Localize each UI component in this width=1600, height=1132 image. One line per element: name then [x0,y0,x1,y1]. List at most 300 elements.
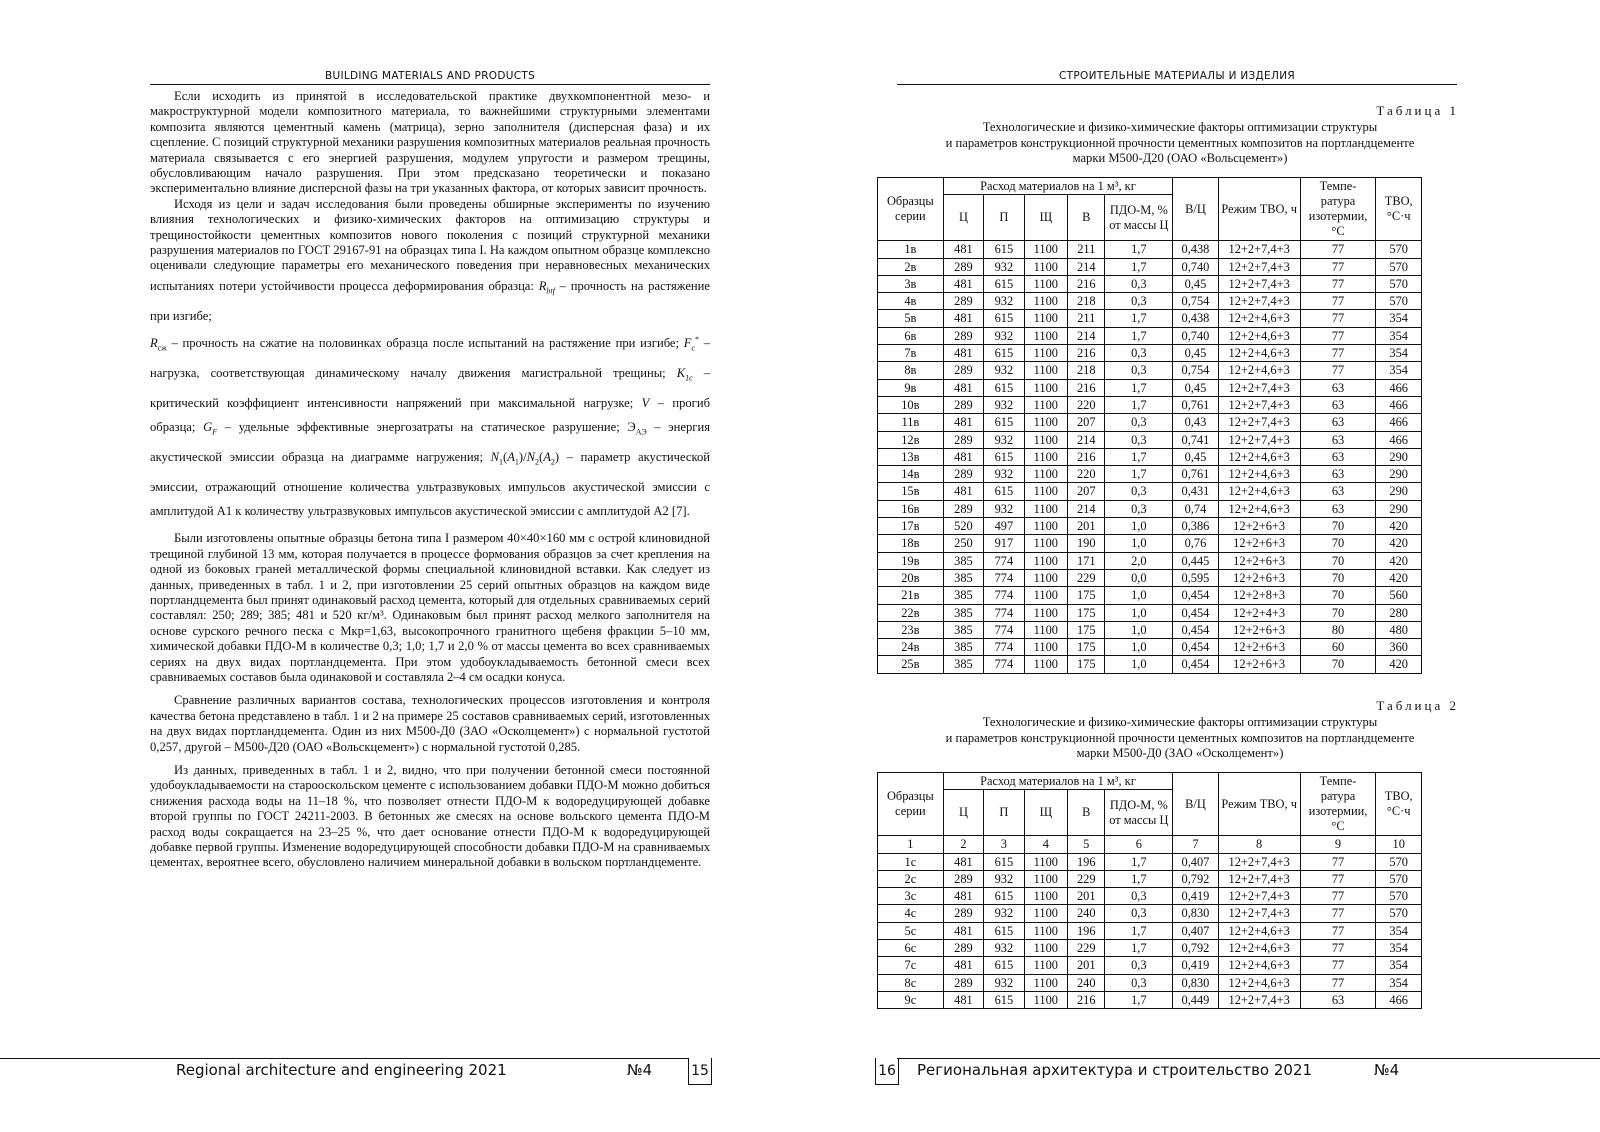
col-vc: В/Ц [1173,773,1219,836]
table-cell: 220 [1068,396,1105,413]
table-cell: 481 [943,310,983,327]
table-cell: 0,3 [1105,957,1173,974]
table-cell: 70 [1300,535,1376,552]
table-cell: 12+2+7,4+3 [1218,853,1300,870]
table-cell: 385 [943,587,983,604]
table-cell: 0,3 [1105,362,1173,379]
table-cell: 1100 [1024,345,1067,362]
table-cell: 932 [984,431,1024,448]
table-cell: 77 [1300,870,1376,887]
col-mode: Режим ТВО, ч [1218,178,1300,241]
table-cell: 0,419 [1173,957,1219,974]
table-cell: 1,0 [1105,621,1173,638]
table-row [878,587,1422,604]
table-cell: 289 [943,974,983,991]
table-cell: 774 [984,639,1024,656]
table-cell: 2в [878,258,944,275]
table-cell: 214 [1068,327,1105,344]
column-number: 9 [1300,836,1376,853]
title-line: марки М500-Д20 (ОАО «Вольсцемент») [1072,151,1288,165]
symbol-text: – прочность на растяжение при изгибе; [150,278,710,323]
table-cell: 0,438 [1173,241,1219,258]
table-cell: 22в [878,604,944,621]
title-line: и параметров конструкционной прочности цементных композитов на портландцементе [945,730,1415,745]
table-cell: 1,7 [1105,853,1173,870]
table-cell: 0,830 [1173,905,1219,922]
title-line: марки М500-Д0 (ЗАО «Осколцемент») [1076,746,1284,760]
table-cell: 12+2+7,4+3 [1218,293,1300,310]
table-cell: 1100 [1024,870,1067,887]
table-cell: 60 [1300,639,1376,656]
table-cell: 9с [878,991,944,1008]
table-cell: 570 [1376,275,1422,292]
col-pdo: ПДО-М, % от массы Ц [1105,790,1173,836]
table-cell: 20в [878,569,944,586]
table-cell: 385 [943,621,983,638]
table-cell: 0,407 [1173,853,1219,870]
table-cell: 385 [943,604,983,621]
table-cell: 0,45 [1173,345,1219,362]
table-cell: 77 [1300,241,1376,258]
table-cell: 1100 [1024,991,1067,1008]
table-cell: 70 [1300,569,1376,586]
table-cell: 354 [1376,362,1422,379]
table-cell: 0,45 [1173,275,1219,292]
table-cell: 1,7 [1105,310,1173,327]
table2-label: Таблица 2 [1376,698,1459,713]
symbol-sub: АЭ [635,427,647,437]
table-cell: 77 [1300,293,1376,310]
table-cell: 932 [984,940,1024,957]
table-cell: 420 [1376,552,1422,569]
column-number: 3 [984,836,1024,853]
table-cell: 1,7 [1105,466,1173,483]
table-cell: 481 [943,922,983,939]
table-cell: 289 [943,940,983,957]
table-cell: 289 [943,431,983,448]
table-cell: 497 [984,518,1024,535]
table-cell: 218 [1068,293,1105,310]
table-cell: 201 [1068,957,1105,974]
table-row [878,552,1422,569]
table-cell: 1,0 [1105,587,1173,604]
table-cell: 220 [1068,466,1105,483]
table-cell: 0,740 [1173,327,1219,344]
table-cell: 466 [1376,379,1422,396]
table-cell: 0,431 [1173,483,1219,500]
table-cell: 1100 [1024,414,1067,431]
table-cell: 7в [878,345,944,362]
table-cell: 12+2+7,4+3 [1218,241,1300,258]
table-cell: 12+2+6+3 [1218,535,1300,552]
table-cell: 615 [984,414,1024,431]
table-cell: 190 [1068,535,1105,552]
table-cell: 250 [943,535,983,552]
table-row [878,621,1422,638]
table-cell: 1,0 [1105,518,1173,535]
table-cell: 171 [1068,552,1105,569]
table-row [878,569,1422,586]
table-cell: 12+2+4,6+3 [1218,310,1300,327]
running-head: СТРОИТЕЛЬНЫЕ МАТЕРИАЛЫ И ИЗДЕЛИЯ [1059,70,1295,82]
table-cell: 1100 [1024,957,1067,974]
table-cell: 12+2+7,4+3 [1218,258,1300,275]
table-row [878,535,1422,552]
table-cell: 240 [1068,974,1105,991]
table-cell: 615 [984,922,1024,939]
table-cell: 12+2+4,6+3 [1218,483,1300,500]
table-cell: 12+2+6+3 [1218,656,1300,673]
table-cell: 77 [1300,905,1376,922]
table-cell: 218 [1068,362,1105,379]
table-cell: 290 [1376,483,1422,500]
table-cell: 63 [1300,500,1376,517]
col-v: В [1068,195,1105,241]
symbol-text: – критический коэффициент интенсивности напряжений при максимальной нагрузке; [150,365,711,410]
table-cell: 774 [984,604,1024,621]
table-cell: 17в [878,518,944,535]
table-cell: 1100 [1024,379,1067,396]
table-cell: 1100 [1024,569,1067,586]
table-cell: 1,7 [1105,258,1173,275]
table-row [878,604,1422,621]
table-cell: 0,43 [1173,414,1219,431]
table-row [878,362,1422,379]
table-cell: 12+2+6+3 [1218,639,1300,656]
table-cell: 4в [878,293,944,310]
table-cell: 24в [878,639,944,656]
col-p: П [984,195,1024,241]
table-cell: 615 [984,345,1024,362]
table-cell: 0,3 [1105,431,1173,448]
table-cell: 1100 [1024,327,1067,344]
table-cell: 12+2+4,6+3 [1218,974,1300,991]
table-cell: 354 [1376,974,1422,991]
table-cell: 1,0 [1105,535,1173,552]
table-cell: 570 [1376,241,1422,258]
table-cell: 774 [984,569,1024,586]
table-cell: 774 [984,587,1024,604]
table-cell: 12+2+7,4+3 [1218,870,1300,887]
table-cell: 1100 [1024,905,1067,922]
table-cell: 211 [1068,241,1105,258]
table-cell: 1100 [1024,974,1067,991]
table-cell: 354 [1376,940,1422,957]
table-cell: 1100 [1024,241,1067,258]
table-cell: 77 [1300,345,1376,362]
table-cell: 12+2+7,4+3 [1218,396,1300,413]
table-cell: 385 [943,569,983,586]
table-cell: 0,3 [1105,483,1173,500]
table-cell: 481 [943,345,983,362]
title-line: Технологические и физико-химические факторы оптимизации структуры [982,120,1378,134]
table-cell: 8с [878,974,944,991]
footer-rule [897,1058,1600,1059]
table-cell: 615 [984,379,1024,396]
table-cell: 481 [943,448,983,465]
table-cell: 385 [943,552,983,569]
table-cell: 615 [984,275,1024,292]
table-cell: 1100 [1024,639,1067,656]
table-cell: 1100 [1024,275,1067,292]
page-number: 16 [875,1058,899,1085]
paragraph: Были изготовлены опытные образцы бетона типа I размером 40×40×160 мм с острой клиновидной трещиной глубиной 13 мм, которая получается в процессе формования образцов за счет крепления на одной из боковых граней металлической формы специальной клиновидной вставки. Как следует из данных, приведенных в табл. 1 и 2, при изготовлении 25 серий опытных образцов на каждом виде портландцемента был принят одинаковый расход цемента, который для отдельных сравниваемых серий составлял: 250; 289; 385; 481 и 520 кг/м³. Одинаковым был принят расход мелкого заполнителя на основе сурского речного песка с Мкр=1,63, высокопрочного гранитного щебеня фракции 5–10 мм, химической добавки ПДО-М в количестве 0,3; 1,0; 1,7 и 2,0 % от массы цемента во всех сравниваемых сериях на двух видах портландцемента. При этом удобоукладываемость бетонной смеси всех сравниваемых составов была одинаковой и составляла 2–4 см осадки конуса. [150,531,710,684]
col-c: Ц [943,195,983,241]
table-cell: 19в [878,552,944,569]
table-row [878,327,1422,344]
table-cell: 2,0 [1105,552,1173,569]
table-cell: 1100 [1024,293,1067,310]
table-cell: 570 [1376,905,1422,922]
symbol-def: $R_{сж}$ – прочность на сжатие на половинках образца после испытаний на растяжение при изгибе; $F_c^*$ – нагрузка, соответствующая динамическому началу движения магистральной трещины; $K_{1c}$ – критический коэффициент интенсивности напряжений при максимальной нагрузке; V – прогиб образца; $G_F$ – удельные эффективные энергозатраты на статическое разрушение; $Э_{АЭ}$ – энергия акустической эмиссии образца на диаграмме нагружения; $N_1(A_1)/N_2(A_2)$ – параметр акустической эмиссии, отражающий отношение количества ультразвуковых импульсов акустической эмиссии с амплитудой A1 к количеству ультразвуковых импульсов акустической эмиссии с амплитудой A2 [7]. [150,334,711,519]
table-cell: 354 [1376,922,1422,939]
table-cell: 1,7 [1105,991,1173,1008]
title-line: и параметров конструкционной прочности цементных композитов на портландцементе [945,135,1415,150]
table-cell: 216 [1068,448,1105,465]
right-page [800,0,1600,1132]
table-cell: 360 [1376,639,1422,656]
table-cell: 0,3 [1105,414,1173,431]
issue-number: №4 [627,1061,653,1079]
table1 [877,177,1422,674]
table-cell: 77 [1300,275,1376,292]
table-cell: 8в [878,362,944,379]
table-cell: 77 [1300,853,1376,870]
table-cell: 216 [1068,345,1105,362]
col-vc: В/Ц [1173,178,1219,241]
table-cell: 481 [943,888,983,905]
table-cell: 229 [1068,870,1105,887]
table-cell: 23в [878,621,944,638]
col-tvo: ТВО, °С·ч [1376,773,1422,836]
table-cell: 0,445 [1173,552,1219,569]
table-cell: 774 [984,656,1024,673]
table-cell: 481 [943,483,983,500]
table-cell: 12+2+4,6+3 [1218,362,1300,379]
table-cell: 932 [984,293,1024,310]
table-cell: 420 [1376,569,1422,586]
table-cell: 63 [1300,483,1376,500]
table-cell: 0,740 [1173,258,1219,275]
col-group: Расход материалов на 1 м³, кг [943,773,1172,790]
page-number: 15 [688,1058,712,1085]
symbol-pre: при изгибе; [615,336,684,351]
table-cell: 12+2+7,4+3 [1218,431,1300,448]
table-cell: 615 [984,888,1024,905]
table-cell: 1,7 [1105,327,1173,344]
table-cell: 0,3 [1105,888,1173,905]
table-cell: 1100 [1024,396,1067,413]
table-cell: 917 [984,535,1024,552]
table-row [878,310,1422,327]
table-cell: 289 [943,362,983,379]
table-cell: 0,0 [1105,569,1173,586]
table-row [878,888,1422,905]
table2-body [878,836,1422,1009]
table-row [878,905,1422,922]
table-cell: 77 [1300,974,1376,991]
table-cell: 12+2+7,4+3 [1218,991,1300,1008]
table-cell: 70 [1300,518,1376,535]
table-cell: 466 [1376,414,1422,431]
table-cell: 1100 [1024,587,1067,604]
table-cell: 1100 [1024,656,1067,673]
table-cell: 207 [1068,414,1105,431]
table-cell: 12+2+8+3 [1218,587,1300,604]
table-cell: 12+2+6+3 [1218,569,1300,586]
table-cell: 1100 [1024,853,1067,870]
paragraph: Сравнение различных вариантов состава, технологических процессов изготовления и контроля качества бетона представлено в табл. 1 и 2 на примере 25 составов сравниваемых серий, изготовленных на двух видах портландцемента. Один из них М500-Д0 (ЗАО «Осколцемент») с нормальной густотой 0,257, другой – М500-Д20 (ОАО «Вольскцемент») с нормальной густотой 0,285. [150,693,710,754]
table-cell: 12+2+7,4+3 [1218,888,1300,905]
table-cell: 18в [878,535,944,552]
table-cell: 1100 [1024,922,1067,939]
table-cell: 12+2+6+3 [1218,621,1300,638]
table-cell: 77 [1300,327,1376,344]
table-cell: 1,7 [1105,396,1173,413]
col-sch: Щ [1024,195,1067,241]
table-cell: 615 [984,991,1024,1008]
table-cell: 480 [1376,621,1422,638]
table-cell: 0,454 [1173,587,1219,604]
table-cell: 12+2+7,4+3 [1218,379,1300,396]
column-number: 7 [1173,836,1219,853]
table-cell: 3в [878,275,944,292]
table-cell: 0,754 [1173,362,1219,379]
table-cell: 216 [1068,275,1105,292]
table-cell: 385 [943,639,983,656]
table-cell: 615 [984,241,1024,258]
table-cell: 0,3 [1105,974,1173,991]
footer-rule [0,1058,688,1059]
table-cell: 1100 [1024,604,1067,621]
table-row [878,345,1422,362]
table-cell: 1,7 [1105,448,1173,465]
table-cell: 1100 [1024,518,1067,535]
table-cell: 481 [943,957,983,974]
table-row [878,379,1422,396]
table-cell: 63 [1300,466,1376,483]
table-cell: 615 [984,957,1024,974]
table-cell: 289 [943,466,983,483]
table-cell: 0,419 [1173,888,1219,905]
table-cell: 481 [943,241,983,258]
table-cell: 0,792 [1173,870,1219,887]
col-v: В [1068,790,1105,836]
table-cell: 570 [1376,853,1422,870]
table-row [878,922,1422,939]
table-cell: 290 [1376,500,1422,517]
table-cell: 0,454 [1173,621,1219,638]
table-cell: 196 [1068,922,1105,939]
table-cell: 216 [1068,379,1105,396]
table-row [878,957,1422,974]
table-cell: 932 [984,500,1024,517]
column-number: 2 [943,836,983,853]
table-cell: 70 [1300,656,1376,673]
table-cell: 63 [1300,431,1376,448]
col-series: Образцы серии [878,178,944,241]
table-cell: 0,76 [1173,535,1219,552]
table-cell: 0,74 [1173,500,1219,517]
col-temp: Темпе-ратура изотермии, °С [1300,773,1376,836]
table-cell: 0,386 [1173,518,1219,535]
table-cell: 420 [1376,656,1422,673]
table-cell: 1100 [1024,500,1067,517]
table-cell: 175 [1068,639,1105,656]
table-cell: 214 [1068,431,1105,448]
table-row [878,414,1422,431]
table-cell: 6в [878,327,944,344]
table-cell: 932 [984,258,1024,275]
title-line: Технологические и физико-химические факторы оптимизации структуры [982,715,1378,729]
table-cell: 1,0 [1105,604,1173,621]
table-cell: 1,7 [1105,940,1173,957]
table-row [878,940,1422,957]
table-cell: 0,761 [1173,466,1219,483]
symbol-def: $R_{btf}$ – прочность на растяжение при изгибе; [150,278,710,323]
running-head: BUILDING MATERIALS AND PRODUCTS [324,70,536,82]
table-cell: 1100 [1024,431,1067,448]
table-cell: 289 [943,905,983,922]
table-cell: 10в [878,396,944,413]
table-cell: 1100 [1024,888,1067,905]
table-row [878,991,1422,1008]
table-cell: 354 [1376,310,1422,327]
table-cell: 932 [984,974,1024,991]
table-cell: 214 [1068,500,1105,517]
table-cell: 12+2+7,4+3 [1218,275,1300,292]
table-cell: 932 [984,327,1024,344]
table2 [877,772,1422,1009]
table-cell: 0,454 [1173,656,1219,673]
col-p: П [984,790,1024,836]
table-cell: 481 [943,275,983,292]
table-cell: 13в [878,448,944,465]
table-cell: 0,754 [1173,293,1219,310]
table-cell: 211 [1068,310,1105,327]
table-cell: 615 [984,310,1024,327]
paragraph: Из данных, приведенных в табл. 1 и 2, видно, что при получении бетонной смеси постоянной удобоукладываемости на старооскольском цементе с использованием добавки ПДО-М можно добиться снижения расхода воды на 11–18 %, что позволяет отнести ПДО-М к водоредуцирующей добавке второй группы по ГОСТ 24211-2003. В бетонных же смесях на основе вольского цемента ПДО-М расход воды сокращается на 23–25 %, что дает основание отнести ПДО-М к водоредуцирующей добавке первой группы. Изменение водоредуцирующей способности добавки ПДО-М на сравниваемых цементах, вероятнее всего, обусловлено наличием минеральной добавки в вольском портландцементе. [150,763,710,870]
table-cell: 570 [1376,293,1422,310]
table-cell: 14в [878,466,944,483]
symbol-sub: сж [157,343,167,353]
table-cell: 0,454 [1173,639,1219,656]
table1-title [870,120,1490,167]
table-cell: 481 [943,991,983,1008]
table-row [878,518,1422,535]
table-row [878,639,1422,656]
col-c: Ц [943,790,983,836]
table-cell: 289 [943,500,983,517]
table-cell: 9в [878,379,944,396]
table-cell: 63 [1300,448,1376,465]
table-cell: 21в [878,587,944,604]
table-cell: 466 [1376,396,1422,413]
table-cell: 0,830 [1173,974,1219,991]
table-cell: 774 [984,552,1024,569]
table-cell: 63 [1300,379,1376,396]
table-cell: 1,0 [1105,639,1173,656]
table-cell: 77 [1300,922,1376,939]
table-cell: 12+2+4,6+3 [1218,448,1300,465]
table-cell: 3с [878,888,944,905]
table-row [878,241,1422,258]
table-cell: 175 [1068,587,1105,604]
symbol-text: – прочность на сжатие на половинках образца после испытаний на растяжение [166,336,611,351]
column-number: 6 [1105,836,1173,853]
table-cell: 11в [878,414,944,431]
table-cell: 80 [1300,621,1376,638]
